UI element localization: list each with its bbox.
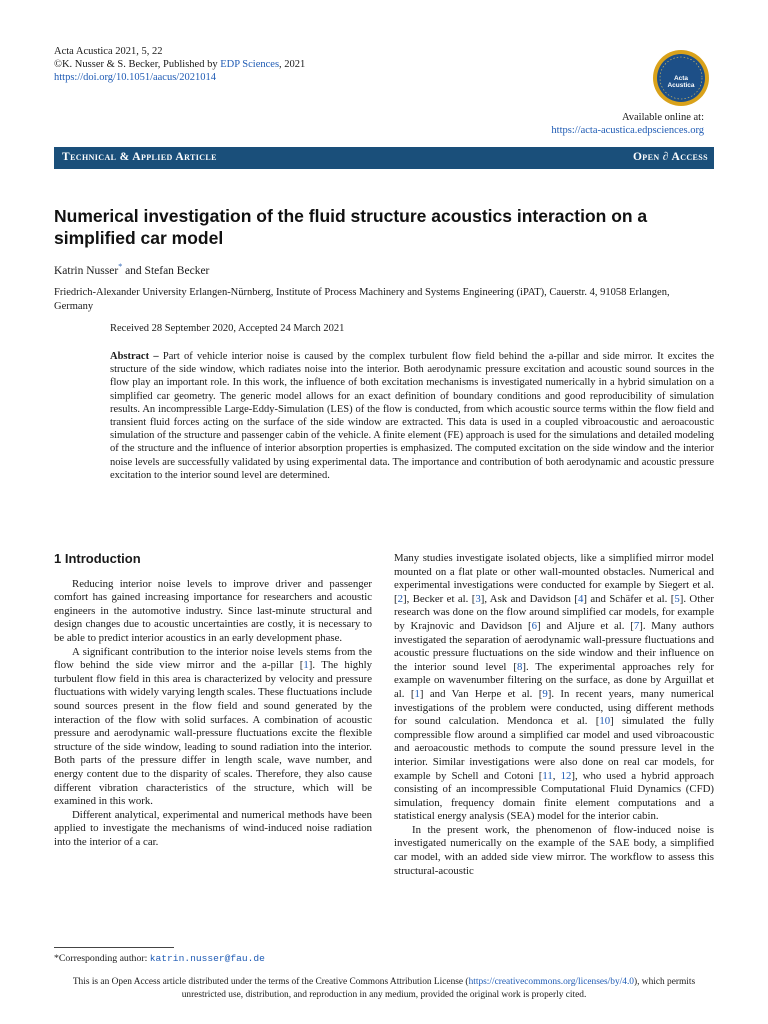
ref-link[interactable]: 2 — [397, 592, 404, 605]
right-column — [394, 552, 714, 878]
paragraph: Different analytical, experimental and numerical methods have been applied to investigate the mechanisms of wind-induced noise radiation into the interior of a car. — [54, 808, 372, 848]
svg-text:Acta: Acta — [673, 75, 689, 82]
paragraph: A significant contribution to the interior noise levels stems from the flow behind the side view mirror and the a-pillar [1]. The highly turbulent flow field in this area is characterized by velocity and pressure fluctuations with widely varying length scales. These fluctuations include sound sources present in the flow field and sound generated by the interaction of the flow with solid surfaces. A combination of acoustic pressure and aerodynamic wall-pressure fluctuations excite the flexible structure of the side window, leading to sound radiation into the interior. Both parts of the pressure differ in length scale, wave number, and energy content due to the disparity of scales. Therefore, they also cause different vibration characteristics of the structure, which will be examined in this work. — [54, 645, 372, 808]
abstract — [110, 350, 714, 482]
ref-link[interactable]: 10 — [599, 715, 611, 728]
license-link[interactable]: https://creativecommons.org/licenses/by/4.0 — [468, 977, 634, 987]
article-type-banner — [54, 147, 714, 169]
available-online — [551, 111, 704, 137]
license-notice: This is an Open Access article distributed under the terms of the Creative Commons Attribution License (https://creativecommons.org/licenses/by/4.0), which permits unrestricted use, distribution, and reproduction in any medium, provided the original work is properly cited. — [72, 977, 696, 1000]
svg-text:Acustica: Acustica — [667, 82, 695, 89]
ref-link[interactable]: 3 — [475, 592, 481, 605]
open-access-label: Open ∂ Access — [632, 151, 708, 163]
available-label: Available online at: — [621, 112, 704, 123]
ref-link[interactable]: 5 — [674, 592, 680, 605]
ref-link[interactable]: 12 — [560, 769, 572, 782]
ref-link[interactable]: 11 — [542, 769, 553, 782]
footnote-rule — [54, 947, 174, 948]
ref-link[interactable]: 9 — [542, 687, 548, 700]
section-heading: 1 Introduction — [54, 551, 141, 566]
ref-link[interactable]: 1 — [303, 659, 309, 672]
paragraph: Many studies investigate isolated objects, like a simplified mirror model mounted on a flat plate or other wall-mounted obstacles. Numerical and experimental investigations were conducted for example by Siegert et al. [2], Becker et al. [3], Ask and Davidson [4] and Schäfer et al. [5]. Other research was done on the flow around simplified car models, for example by Krajnovic and Davidson [6] and Aljure et al. [7]. Many authors investigated the separation of aerodynamic wall-pressure fluctuations and acoustic pressure fluctuations on the side window and their influence on the interior sound level [8]. The experimental approaches rely for example on wavenumber filtering on the surface, as done by Arguillat et al. [1] and Van Herpe et al. [9]. In recent years, many numerical investigations of the problem were conducted, using different methods for sound calculation. Mendonca et al. [10] simulated the fully compressible flow around a simplified car model and used vibroacoustic and aeroacoustic methods to compute the sound pressure level in the interior. Similar investigations were also done on real car models, for example by Schell and Cotoni [11, 12], who used a hybrid approach consisting of an incompressible Computational Fluid Dynamics (CFD) simulation, frequency domain finite element computations and a statistical energy analysis (SEA) model for the interior cabin. — [394, 552, 714, 823]
ref-link[interactable]: 1 — [414, 687, 420, 700]
doi-link[interactable]: https://doi.org/10.1051/aacus/2021014 — [54, 72, 216, 83]
corresponding-mark[interactable]: * — [118, 262, 123, 271]
affiliation: Friedrich-Alexander University Erlangen-Nürnberg, Institute of Process Machinery and Systems Engineering (iPAT), Cauerstr. 4, 91058 Erlangen, Germany — [54, 287, 670, 312]
publisher-link[interactable]: EDP Sciences — [220, 59, 280, 70]
article-type: Technical & Applied Article — [62, 151, 217, 163]
footnote: *Corresponding author: katrin.nusser@fau.de — [54, 953, 265, 964]
copyright-line: ©K. Nusser & S. Becker, Published by EDP Sciences, 2021 — [54, 59, 306, 70]
abstract-text: Part of vehicle interior noise is caused by the complex turbulent flow field behind the a-pillar and side mirror. It excites the structure of the side window, which radiates noise into the interior. Both aerodynamic pressure excitation and acoustic sound sources in the flow play an important role. In this work, the influence of both excitation mechanisms is investigated numerically in a hybrid simulation on a simplified car geometry. The generic model allows for an exact definition of boundary conditions and good reproducibility of simulation results. An incompressible Large-Eddy-Simulation (LES) of the flow is conducted, from which acoustic source terms within the flow field and transient fluid forces acting on the surface of the side window are extracted. This data is used in a coupled vibroacoustic and aeroacoustic simulation of the structure and passenger cabin of the vehicle. A finite element (FE) approach is used for the simulations and detailed modeling of the structure and the influence of interior absorption properties is emphasized. The computed excitation on the side window and the interior noise levels are successfully validated by using experimental data. The importance and contribution of both aerodynamic and acoustic pressure excitation to the interior sound level are determined. — [110, 351, 714, 481]
authors: Katrin Nusser* and Stefan Becker — [54, 262, 210, 277]
citation-block — [54, 45, 305, 84]
journal-url-link[interactable]: https://acta-acustica.edpsciences.org — [551, 125, 704, 136]
received-dates: Received 28 September 2020, Accepted 24 March 2021 — [110, 323, 345, 334]
ref-link[interactable]: 6 — [531, 619, 537, 632]
paragraph: In the present work, the phenomenon of flow-induced noise is investigated numerically on the example of the SAE body, a simplified car model, with an added side view mirror. The workflow to assess this structural-acoustic — [394, 823, 714, 877]
left-column — [54, 552, 372, 849]
ref-link[interactable]: 4 — [577, 592, 584, 605]
paragraph: Reducing interior noise levels to improve driver and passenger comfort has gained increasing importance for researchers and acoustic engineers in the automotive industry. Since last-minute structural and design changes due to acoustic uncertainties are costly, it is necessary to be able to predict interior acoustics in an early development phase. — [54, 577, 372, 644]
abstract-label: Abstract – — [110, 351, 159, 362]
ref-link[interactable]: 8 — [516, 660, 523, 673]
journal-line: Acta Acustica 2021, 5, 22 — [54, 46, 163, 57]
email-link[interactable]: katrin.nusser@fau.de — [149, 953, 265, 964]
article-title: Numerical investigation of the fluid structure acoustics interaction on a simplified car model — [54, 206, 648, 248]
journal-logo-badge — [652, 49, 710, 107]
ref-link[interactable]: 7 — [633, 619, 640, 632]
